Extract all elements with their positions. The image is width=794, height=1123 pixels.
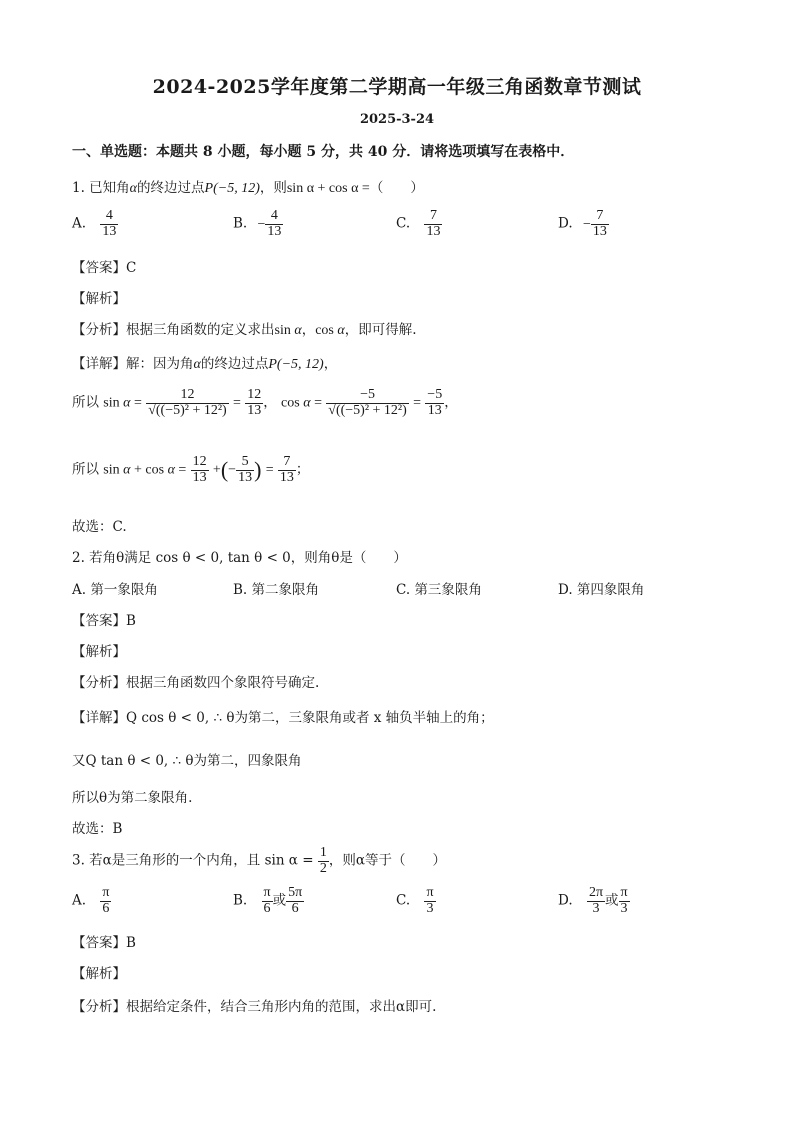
- q1-detail: 【详解】解：因为角α的终边过点P(−5, 12)，: [72, 356, 338, 372]
- q3-stem: 3. 若α是三角形的一个内角，且 sin α = $\frac{1}{2}$ ，则α等于（ ）: [72, 845, 446, 876]
- q1-option-b: B. − $\frac{4}{13}$: [233, 208, 282, 239]
- q2-detail-3: 所以θ为第二象限角.: [72, 790, 193, 806]
- q3-analysis-head: 【解析】: [72, 966, 126, 982]
- q2-fenxi: 【分析】根据三角函数四个象限符号确定.: [72, 675, 320, 691]
- exam-date: 2025-3-24: [359, 112, 435, 127]
- q2-answer: 【答案】B: [72, 613, 136, 629]
- q2-analysis-head: 【解析】: [72, 644, 126, 660]
- section-heading: 一、单选题：本题共 8 小题，每小题 5 分，共 40 分．请将选项填写在表格中．: [72, 144, 575, 160]
- q3-option-d: D. $\frac{2\pi}{3}$ 或 $\frac{\pi}{3}$: [558, 885, 628, 916]
- q1-option-c: C. $\frac{7}{13}$: [396, 208, 441, 239]
- q2-detail-2: 又Q tan θ < 0, ∴ θ为第二，四象限角: [72, 753, 302, 769]
- q1-sum-computation: 所以 sin α + cos α = $\frac{12}{13}$ +(− $\frac{5}{13}$ ) = $\frac{7}{13}$ ；: [72, 454, 310, 485]
- q1-conclusion: 故选：C.: [72, 519, 127, 535]
- q2-detail-1: 【详解】Q cos θ < 0, ∴ θ为第二，三象限角或者 x 轴负半轴上的角；: [72, 710, 494, 726]
- q3-fenxi: 【分析】根据给定条件，结合三角形内角的范围，求出α即可.: [72, 999, 437, 1015]
- q3-answer: 【答案】B: [72, 935, 136, 951]
- page-title: 2024-2025学年度第二学期高一年级三角函数章节测试: [152, 76, 642, 98]
- q3-option-b: B. $\frac{\pi}{6}$ 或 $\frac{5\pi}{6}$: [233, 885, 303, 916]
- q1-option-d: D. − $\frac{7}{13}$: [558, 208, 607, 239]
- q1-option-a: A. $\frac{4}{13}$: [72, 208, 117, 239]
- q2-stem: 2. 若角θ满足 cos θ < 0, tan θ < 0，则角θ是（ ）: [72, 550, 407, 566]
- q3-option-c: C. $\frac{\pi}{3}$: [396, 885, 434, 916]
- q1-stem: 1. 已知角α的终边过点P(−5, 12)，则sin α + cos α =（ ）: [72, 180, 424, 196]
- q1-analysis-head: 【解析】: [72, 291, 126, 307]
- q2-option-b: B. 第二象限角: [233, 582, 320, 598]
- q2-option-a: A. 第一象限角: [72, 582, 158, 598]
- q2-conclusion: 故选：B: [72, 821, 123, 837]
- q1-fenxi: 【分析】根据三角函数的定义求出sin α，cos α，即可得解.: [72, 322, 417, 338]
- q3-option-a: A. $\frac{\pi}{6}$: [72, 885, 110, 916]
- q2-option-d: D. 第四象限角: [558, 582, 645, 598]
- q2-option-c: C. 第三象限角: [396, 582, 482, 598]
- q1-sin-cos-computation: 所以 sin α = $\frac{12}{\text{√((−5)² + 12²)}}$ = $\frac{12}{13}$ ， cos α = $\frac{-5}{\text{√((−5)² + 12²)}}$ = $\frac{-5}{13}$ ，: [72, 387, 458, 418]
- q1-answer: 【答案】C: [72, 260, 137, 276]
